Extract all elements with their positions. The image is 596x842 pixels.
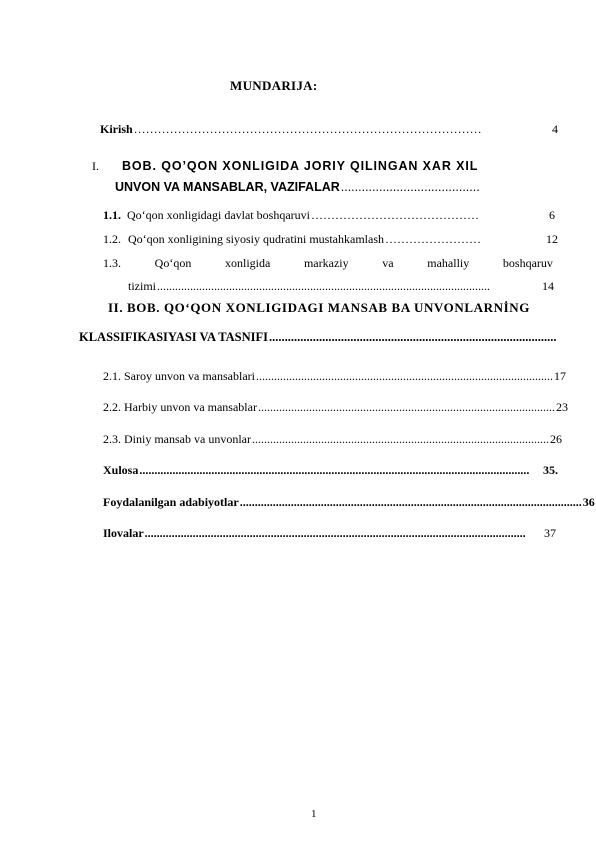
toc-chapter-2-line2	[79, 330, 557, 344]
toc-word: xonligida	[224, 256, 271, 270]
toc-label: 2.3. Diniy mansab va unvonlar	[103, 432, 251, 446]
toc-page: 26	[549, 432, 562, 446]
toc-leader: ……………………	[384, 232, 481, 246]
toc-entry-2-3[interactable]	[103, 432, 562, 446]
toc-leader: ...................................................................................................	[251, 432, 549, 446]
toc-label: Ilovalar	[103, 526, 144, 540]
toc-label: Qo‘qon xonligidagi davlat boshqaruvi	[127, 208, 310, 222]
toc-chapter-1[interactable]	[92, 155, 558, 177]
toc-entry-kirish[interactable]	[100, 122, 558, 136]
toc-word: mahalliy	[427, 256, 470, 270]
toc-page: 6	[549, 208, 555, 222]
toc-leader: ...................................................................................................	[257, 400, 555, 414]
chapter-title-line1: BOB. QO’QON XONLIGIDA JORIY QILINGAN XAR XIL	[122, 159, 479, 173]
toc-label: Qo‘qon xonligining siyosiy qudratini mustahkamlash	[128, 232, 384, 246]
chapter-title-line2: KLASSIFIKASIYASI VA TASNIFI	[79, 330, 268, 344]
chapter-title-line2: UNVON VA MANSABLAR, VAZIFALAR	[115, 180, 340, 194]
toc-entry-2-1[interactable]	[103, 369, 566, 383]
toc-page: 4	[552, 122, 558, 136]
toc-leader: ............................................................................................	[268, 330, 557, 344]
toc-page: 36	[582, 495, 595, 509]
toc-entry-1-2[interactable]	[103, 232, 558, 246]
toc-title: MUNDARIJA:	[230, 78, 318, 93]
toc-word: markaziy	[303, 256, 349, 270]
toc-leader: ……………………………………	[310, 208, 479, 222]
toc-chapter-2[interactable]: II. BOB. QO‘QON XONLIGIDAGI MANSAB BA UNVONLARNİNG	[108, 300, 530, 315]
toc-entry-bibliography[interactable]	[103, 495, 595, 509]
toc-leader: ...................................................................................................	[255, 369, 553, 383]
toc-number: 1.2.	[103, 232, 121, 246]
toc-page: 23	[555, 400, 568, 414]
toc-entry-1-1[interactable]	[103, 208, 555, 222]
toc-page: 12	[546, 232, 558, 246]
toc-word: boshqaruv	[502, 256, 553, 270]
toc-entry-1-3-line2	[128, 279, 554, 293]
page-number: 1	[311, 808, 317, 820]
toc-leader: ........................................	[340, 180, 480, 194]
toc-page: 37	[544, 526, 556, 540]
toc-number: 1.3.	[103, 256, 121, 270]
toc-number: 1.1.	[103, 208, 121, 222]
toc-entry-1-3[interactable]	[103, 256, 553, 270]
toc-chapter-1-line2	[115, 180, 555, 194]
toc-entry-xulosa[interactable]	[103, 463, 558, 477]
toc-label: Xulosa	[103, 463, 139, 477]
toc-word: va	[382, 256, 394, 270]
toc-leader: ...............................................................................................................................	[144, 526, 526, 540]
toc-page: 35.	[543, 463, 558, 477]
toc-page: 14	[542, 279, 554, 293]
toc-leader: ...............................................................................................................	[157, 279, 490, 293]
toc-page: 17	[553, 369, 566, 383]
toc-label: Kirish	[100, 122, 133, 136]
toc-leader: ..................................................................................................................................	[139, 463, 530, 477]
toc-label: Foydalanilgan adabiyotlar	[103, 495, 239, 509]
toc-label: tizimi	[128, 279, 156, 293]
toc-leader: ……………………………………………………………………………	[133, 122, 482, 136]
toc-word: Qo‘qon	[154, 256, 192, 270]
chapter-number: I.	[92, 159, 99, 173]
toc-entry-2-2[interactable]	[103, 400, 568, 414]
toc-entry-appendices[interactable]	[103, 526, 556, 540]
toc-label: 2.2. Harbiy unvon va mansablar	[103, 400, 257, 414]
toc-leader: ..................................................................................................................	[239, 495, 582, 509]
toc-label: 2.1. Saroy unvon va mansablari	[103, 369, 255, 383]
